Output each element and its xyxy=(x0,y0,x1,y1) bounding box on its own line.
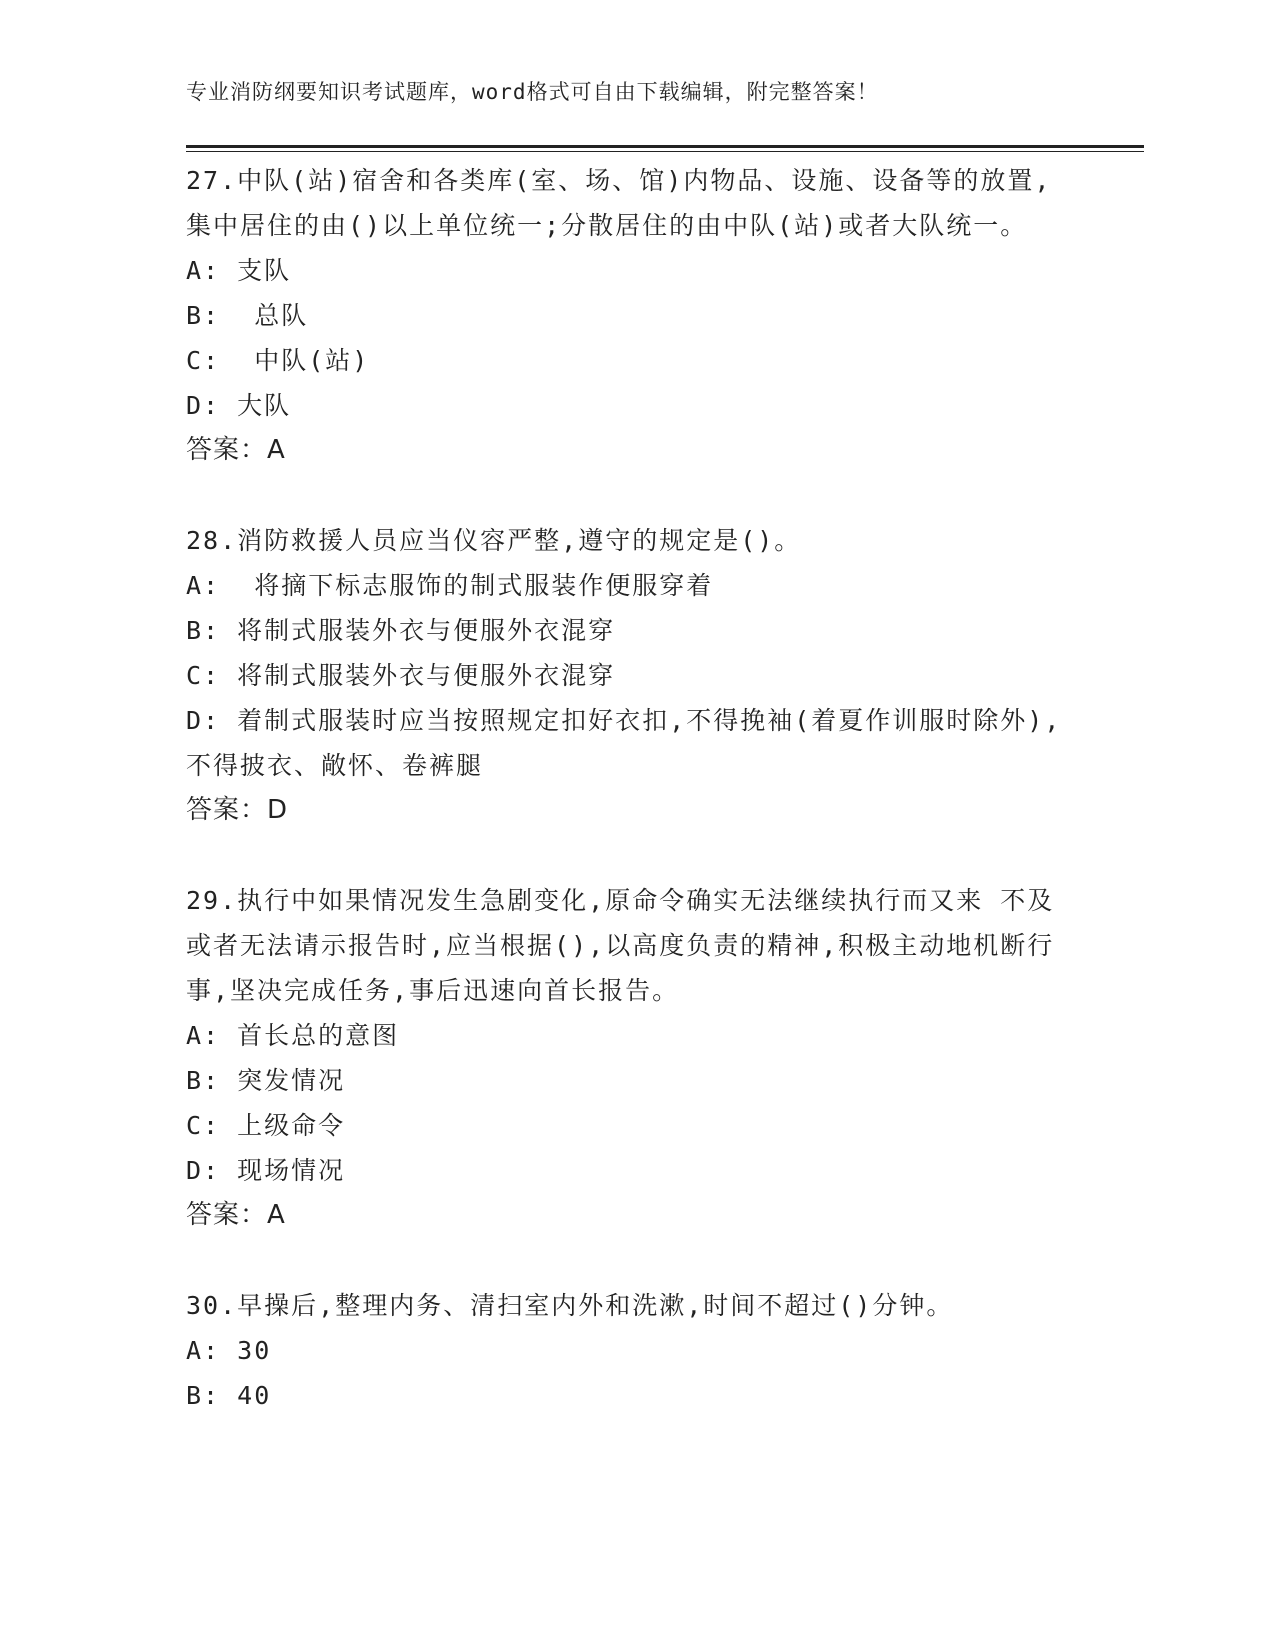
question-list xyxy=(186,158,1086,1463)
question-27 xyxy=(186,158,1086,473)
question-stem: 30.早操后,整理内务、清扫室内外和洗漱,时间不超过()分钟。 xyxy=(186,1291,954,1320)
option-d: D: 大队 xyxy=(186,391,292,420)
option-b: B: 总队 xyxy=(186,301,309,330)
option-c: C: 将制式服装外衣与便服外衣混穿 xyxy=(186,661,616,690)
question-stem: 29.执行中如果情况发生急剧变化,原命令确实无法继续执行而又来 不及或者无法请示报告时,应当根据(),以高度负责的精神,积极主动地机断行事,坚决完成任务,事后迅速向首长报告。 xyxy=(186,886,1055,1005)
question-stem: 27.中队(站)宿舍和各类库(室、场、馆)内物品、设施、设备等的放置,集中居住的由()以上单位统一;分散居住的由中队(站)或者大队统一。 xyxy=(186,166,1052,240)
question-30 xyxy=(186,1283,1086,1418)
page-header: 专业消防纲要知识考试题库，word格式可自由下载编辑，附完整答案！ xyxy=(186,80,879,104)
option-d: D: 现场情况 xyxy=(186,1156,346,1185)
option-a: A: 将摘下标志服饰的制式服装作便服穿着 xyxy=(186,571,714,600)
question-28 xyxy=(186,518,1086,833)
answer: 答案：A xyxy=(186,435,286,465)
option-b: B: 将制式服装外衣与便服外衣混穿 xyxy=(186,616,616,645)
header-rule-thin xyxy=(186,151,1144,152)
header-rule-thick xyxy=(186,145,1144,148)
question-stem: 28.消防救援人员应当仪容严整,遵守的规定是()。 xyxy=(186,526,802,555)
option-a: A: 支队 xyxy=(186,256,292,285)
option-c: C: 上级命令 xyxy=(186,1111,346,1140)
option-c: C: 中队(站) xyxy=(186,346,370,375)
option-b: B: 40 xyxy=(186,1381,272,1410)
answer: 答案：D xyxy=(186,795,289,825)
answer: 答案：A xyxy=(186,1200,286,1230)
option-a: A: 首长总的意图 xyxy=(186,1021,400,1050)
question-29 xyxy=(186,878,1086,1238)
option-b: B: 突发情况 xyxy=(186,1066,346,1095)
option-d: D: 着制式服装时应当按照规定扣好衣扣,不得挽袖(着夏作训服时除外),不得披衣、敞怀、卷裤腿 xyxy=(186,706,1062,780)
option-a: A: 30 xyxy=(186,1336,272,1365)
